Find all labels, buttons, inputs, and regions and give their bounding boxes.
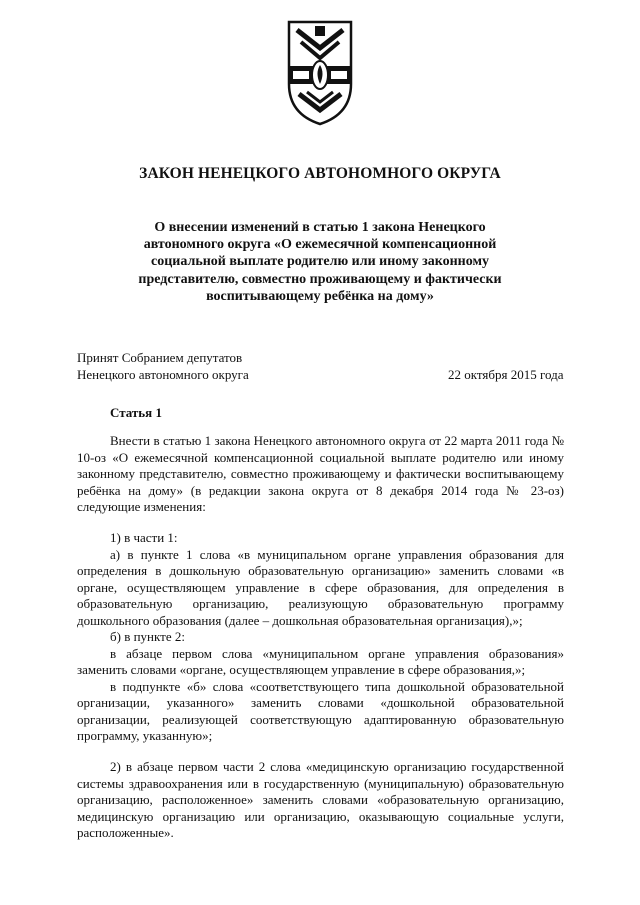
adoption-authority bbox=[77, 349, 249, 383]
article-title: Статья 1 bbox=[110, 405, 162, 420]
paragraph: 2) в абзаце первом части 2 слова «медицинскую организацию государственной системы здравоохранения или в государственную (муниципальную) образовательную организацию, расположенное» заменить словами «образовательную организацию, медицинскую организацию или организацию, оказывающую социальные услуги, расположенные». bbox=[77, 759, 564, 840]
subtitle-line: представителю, совместно проживающему и фактически bbox=[138, 271, 502, 287]
law-subtitle bbox=[95, 219, 545, 305]
subtitle-line: социальной выплате родителю или иному законному bbox=[151, 254, 489, 270]
adoption-line: Ненецкого автономного округа bbox=[77, 367, 249, 382]
subtitle-line: воспитывающему ребёнка на дому» bbox=[206, 288, 434, 304]
paragraph: в абзаце первом слова «муниципальном органе управления образования» заменить словами «органе, осуществляющем управление в сфере образования,»; bbox=[77, 645, 564, 677]
paragraph: б) в пункте 2: bbox=[110, 629, 185, 644]
article-intro: Внести в статью 1 закона Ненецкого автономного округа от 22 марта 2011 года № 10-оз «О ежемесячной компенсационной социальной выплате родителю или иному законному представителю, совместно проживающему и фактически воспитывающему ребёнка на дому» (в редакции закона округа от 8 декабря 2014 года № 23-оз) следующие изменения: bbox=[77, 433, 564, 514]
subtitle-line: О внесении изменений в статью 1 закона Ненецкого bbox=[154, 220, 486, 235]
adoption-line: Принят Собранием депутатов bbox=[77, 350, 243, 365]
subtitle-line: автономного округа «О ежемесячной компенсационной bbox=[143, 237, 497, 253]
paragraph: а) в пункте 1 слова «в муниципальном органе управления образования для определения в дошкольную образовательную организацию» заменить словами «в органе, осуществляющем управление в сфере образования, для определения в образовательную организацию, реализующую образовательную программу дошкольного образования (далее – дошкольная образовательная организация),»; bbox=[77, 546, 564, 628]
paragraph: 1) в части 1: bbox=[110, 530, 178, 545]
nenets-coat-of-arms-icon bbox=[285, 18, 355, 128]
article-body bbox=[77, 433, 564, 842]
law-title: ЗАКОН НЕНЕЦКОГО АВТОНОМНОГО ОКРУГА bbox=[139, 165, 501, 182]
paragraph: в подпункте «б» слова «соответствующего типа дошкольной образовательной организации, указанного» заменить словами «дошкольной образовательной организации, реализующей соответствующую адаптированную образовательную программу, указанную»; bbox=[77, 678, 564, 743]
adoption-date: 22 октября 2015 года bbox=[448, 367, 564, 382]
